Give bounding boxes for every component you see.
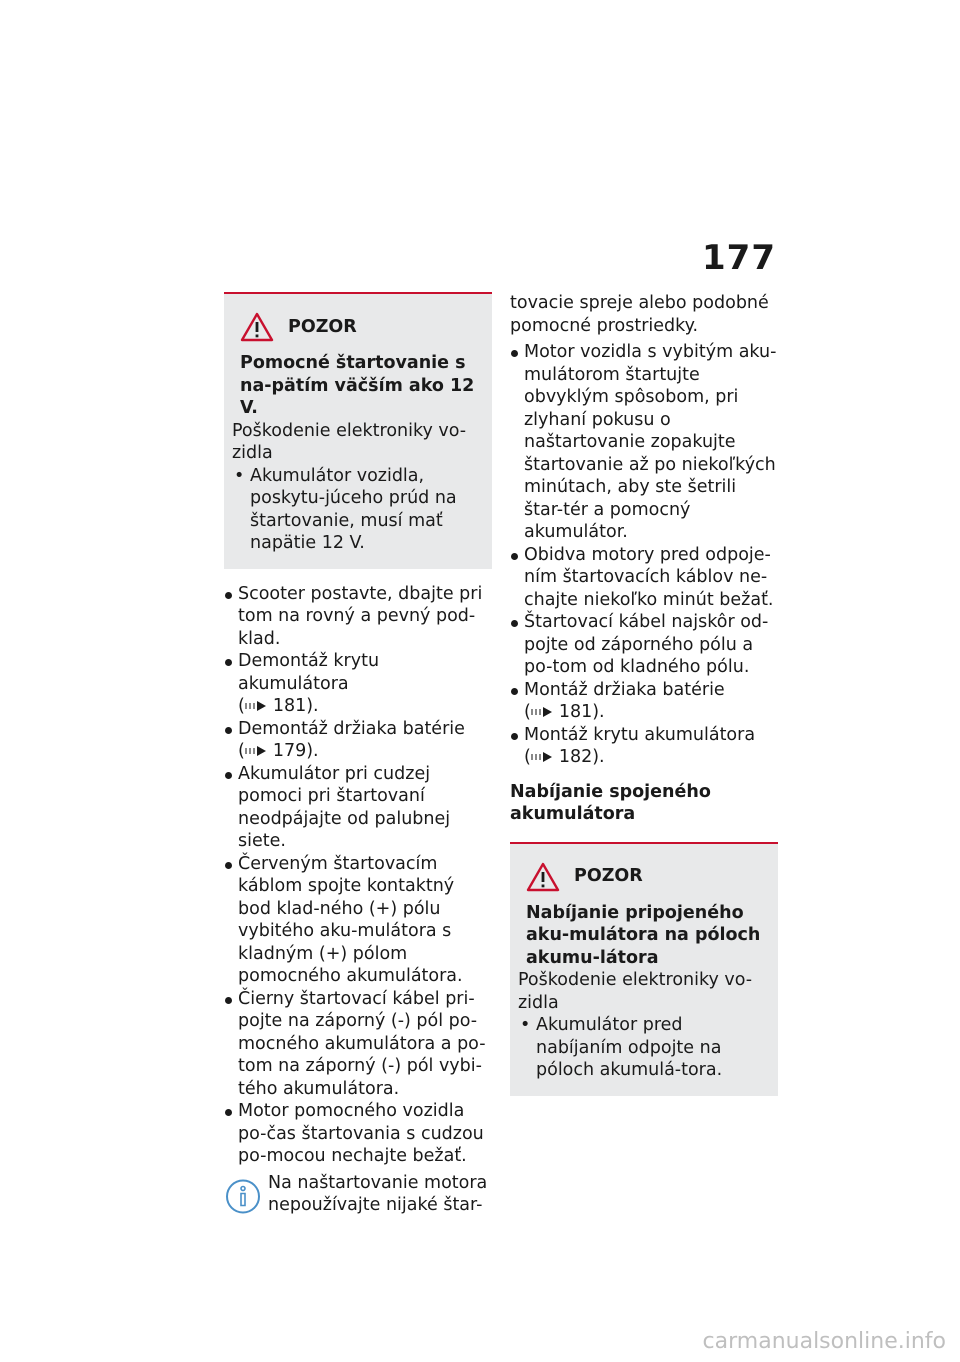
warning-header — [232, 312, 484, 342]
page-ref[interactable]: 179). — [272, 741, 319, 761]
list-item: Štartovací kábel najskôr od-pojte od záporného pólu a po-tom od kladného pólu. — [510, 611, 778, 679]
warning-title: POZOR — [288, 316, 357, 337]
bullet-dot-icon — [511, 688, 518, 695]
warning-bullet: • Akumulátor pred nabíjaním odpojte na póloch akumulá-tora. — [518, 1014, 770, 1082]
list-item: Motor pomocného vozidla po-čas štartovania s cudzou po-mocou nechajte bežať. — [224, 1100, 492, 1168]
page-number: 177 — [702, 238, 776, 278]
list-item: Červeným štartovacím káblom spojte kontaktný bod klad-ného (+) pólu vybitého aku-mulátora s kladným (+) pólom pomocného akumulátora. — [224, 853, 492, 988]
left-column — [224, 292, 492, 1217]
warning-header — [518, 862, 770, 892]
bullet-dot-icon — [511, 733, 518, 740]
footer-watermark[interactable]: carmanualsonline.info — [702, 1329, 946, 1354]
list-item: Montáž krytu akumulátora ( 182). — [510, 724, 778, 769]
warning-text: Poškodenie elektroniky vo-zidla — [232, 420, 467, 463]
bullet-dot-icon — [225, 997, 232, 1004]
page-ref[interactable]: 181). — [558, 702, 605, 722]
info-icon — [224, 1176, 262, 1217]
warning-bullet: • Akumulátor vozidla, poskytu-júceho prúd na štartovanie, musí mať napätie 12 V. — [232, 465, 484, 555]
warning-triangle-icon — [240, 312, 274, 342]
info-note — [224, 1172, 492, 1217]
page-ref[interactable]: 181). — [272, 696, 319, 716]
warning-triangle-icon — [526, 862, 560, 892]
bullet-dot-icon — [225, 592, 232, 599]
bullet-dot-icon — [225, 727, 232, 734]
bullet-dot-icon — [225, 1109, 232, 1116]
right-column — [510, 292, 778, 1110]
bullet-dot-icon — [511, 620, 518, 627]
warning-subtitle: Nabíjanie pripojeného aku-mulátora na póloch akumu-látora — [526, 902, 761, 968]
bullet-dot-icon — [225, 659, 232, 666]
page-ref-arrow-icon — [531, 706, 553, 718]
bullet-dot-icon — [511, 553, 518, 560]
page-ref-arrow-icon — [245, 700, 267, 712]
bullet-dot-icon — [225, 862, 232, 869]
warning-title: POZOR — [574, 866, 643, 887]
list-item: Montáž držiaka batérie ( 181). — [510, 679, 778, 724]
warning-text: Poškodenie elektroniky vo-zidla — [518, 970, 753, 1013]
list-item: Čierny štartovací kábel pri-pojte na záporný (-) pól po-mocného akumulátora a po-tom na záporný (-) pól vybi-tého akumulátora. — [224, 988, 492, 1101]
list-item: Obidva motory pred odpoje-ním štartovacích káblov ne-chajte niekoľko minút bežať. — [510, 544, 778, 612]
page-ref-arrow-icon — [245, 745, 267, 757]
section-heading: Nabíjanie spojeného akumulátora — [510, 781, 711, 824]
continuation-text: tovacie spreje alebo podobné pomocné prostriedky. — [510, 293, 769, 336]
warning-box — [224, 292, 492, 569]
warning-subtitle: Pomocné štartovanie s na-pätím väčším ako 12 V. — [240, 353, 475, 418]
list-item: Demontáž krytu akumulátora ( 181). — [224, 650, 492, 718]
bullet-dot-icon — [511, 350, 518, 357]
list-item: Demontáž držiaka batérie ( 179). — [224, 718, 492, 763]
page-ref-arrow-icon — [531, 751, 553, 763]
warning-box — [510, 842, 778, 1096]
list-item: Motor vozidla s vybitým aku-mulátorom štartujte obvyklým spôsobom, pri zlyhaní pokusu o naštartovanie zopakujte štartovanie až po niekoľkých minútach, aby ste šetrili štar-tér a pomocný akumulátor. — [510, 341, 778, 544]
list-item: Scooter postavte, dbajte pri tom na rovný a pevný pod-klad. — [224, 583, 492, 651]
page-ref[interactable]: 182). — [558, 747, 605, 767]
list-item: Akumulátor pri cudzej pomoci pri štartovaní neodpájajte od palubnej siete. — [224, 763, 492, 853]
info-text: Na naštartovanie motora nepoužívajte nijaké štar- — [268, 1172, 488, 1215]
bullet-dot-icon — [225, 772, 232, 779]
